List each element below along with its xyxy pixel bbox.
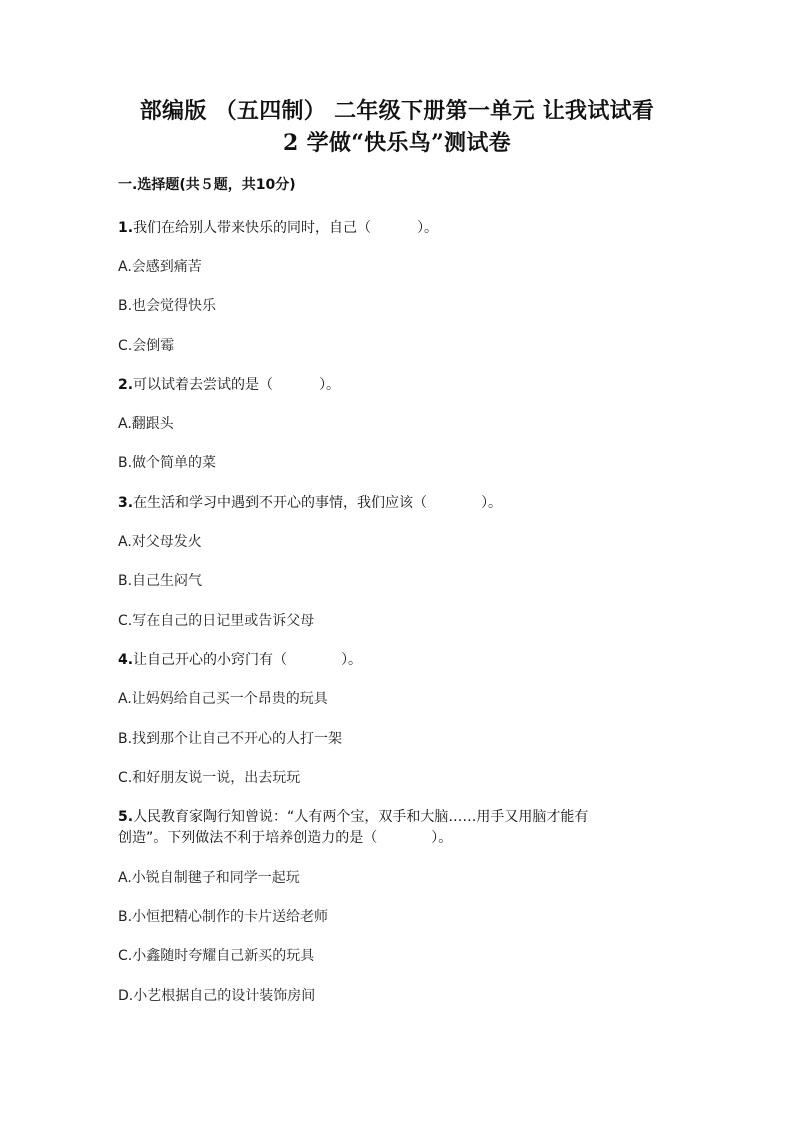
question-number: 3. [118, 495, 134, 511]
option-2b: B.做个简单的菜 [118, 455, 217, 471]
option-5a: A.小锐自制毽子和同学一起玩 [118, 870, 300, 886]
page-title-line1: 部编版 （五四制） 二年级下册第一单元 让我试试看 [139, 98, 655, 124]
question-text: 可以试着去尝试的是（ [133, 377, 274, 393]
question-2 [118, 375, 678, 395]
option-1a: A.会感到痛苦 [118, 259, 202, 275]
option-3b: B.自己生闷气 [118, 573, 203, 589]
option-4b: B.找到那个让自己不开心的人打一架 [118, 731, 343, 747]
option-4c: C.和好朋友说一说，出去玩玩 [118, 770, 301, 786]
option-1b: B.也会觉得快乐 [118, 298, 217, 314]
question-text-end: ）。 [481, 495, 503, 511]
question-text-line1: 人民教育家陶行知曾说：“人有两个宝，双手和大脑……用手又用脑才能有 [133, 809, 589, 825]
question-text-end: ）。 [417, 220, 439, 236]
option-5d: D.小艺根据自己的设计装饰房间 [118, 988, 316, 1004]
question-1 [118, 218, 678, 238]
question-3 [118, 493, 678, 513]
option-3a: A.对父母发火 [118, 534, 202, 550]
question-text: 我们在给别人带来快乐的同时，自己（ [133, 220, 372, 236]
question-text-end: ）。 [319, 377, 341, 393]
question-text-end: ）。 [431, 830, 453, 846]
option-2a: A.翻跟头 [118, 416, 174, 432]
option-3c: C.写在自己的日记里或告诉父母 [118, 613, 315, 629]
option-5b: B.小恒把精心制作的卡片送给老师 [118, 909, 329, 925]
question-4 [118, 650, 678, 670]
question-5 [118, 807, 678, 827]
question-text-end: ）。 [341, 652, 363, 668]
question-5-continued [118, 828, 678, 848]
question-number: 2. [118, 377, 134, 393]
page-title-line2: 2 学做“快乐鸟”测试卷 [283, 130, 511, 156]
section-heading: 一.选择题(共５题，共10分) [118, 177, 296, 193]
question-number: 1. [118, 220, 134, 236]
question-number: 4. [118, 652, 134, 668]
option-5c: C.小鑫随时夸耀自己新买的玩具 [118, 948, 315, 964]
option-1c: C.会倒霉 [118, 338, 175, 354]
question-number: 5. [118, 809, 134, 825]
question-text: 创造”。下列做法不利于培养创造力的是（ [118, 830, 378, 846]
question-text: 让自己开心的小窍门有（ [133, 652, 288, 668]
question-text: 在生活和学习中遇到不开心的事情，我们应该（ [133, 495, 428, 511]
option-4a: A.让妈妈给自己买一个昂贵的玩具 [118, 691, 328, 707]
